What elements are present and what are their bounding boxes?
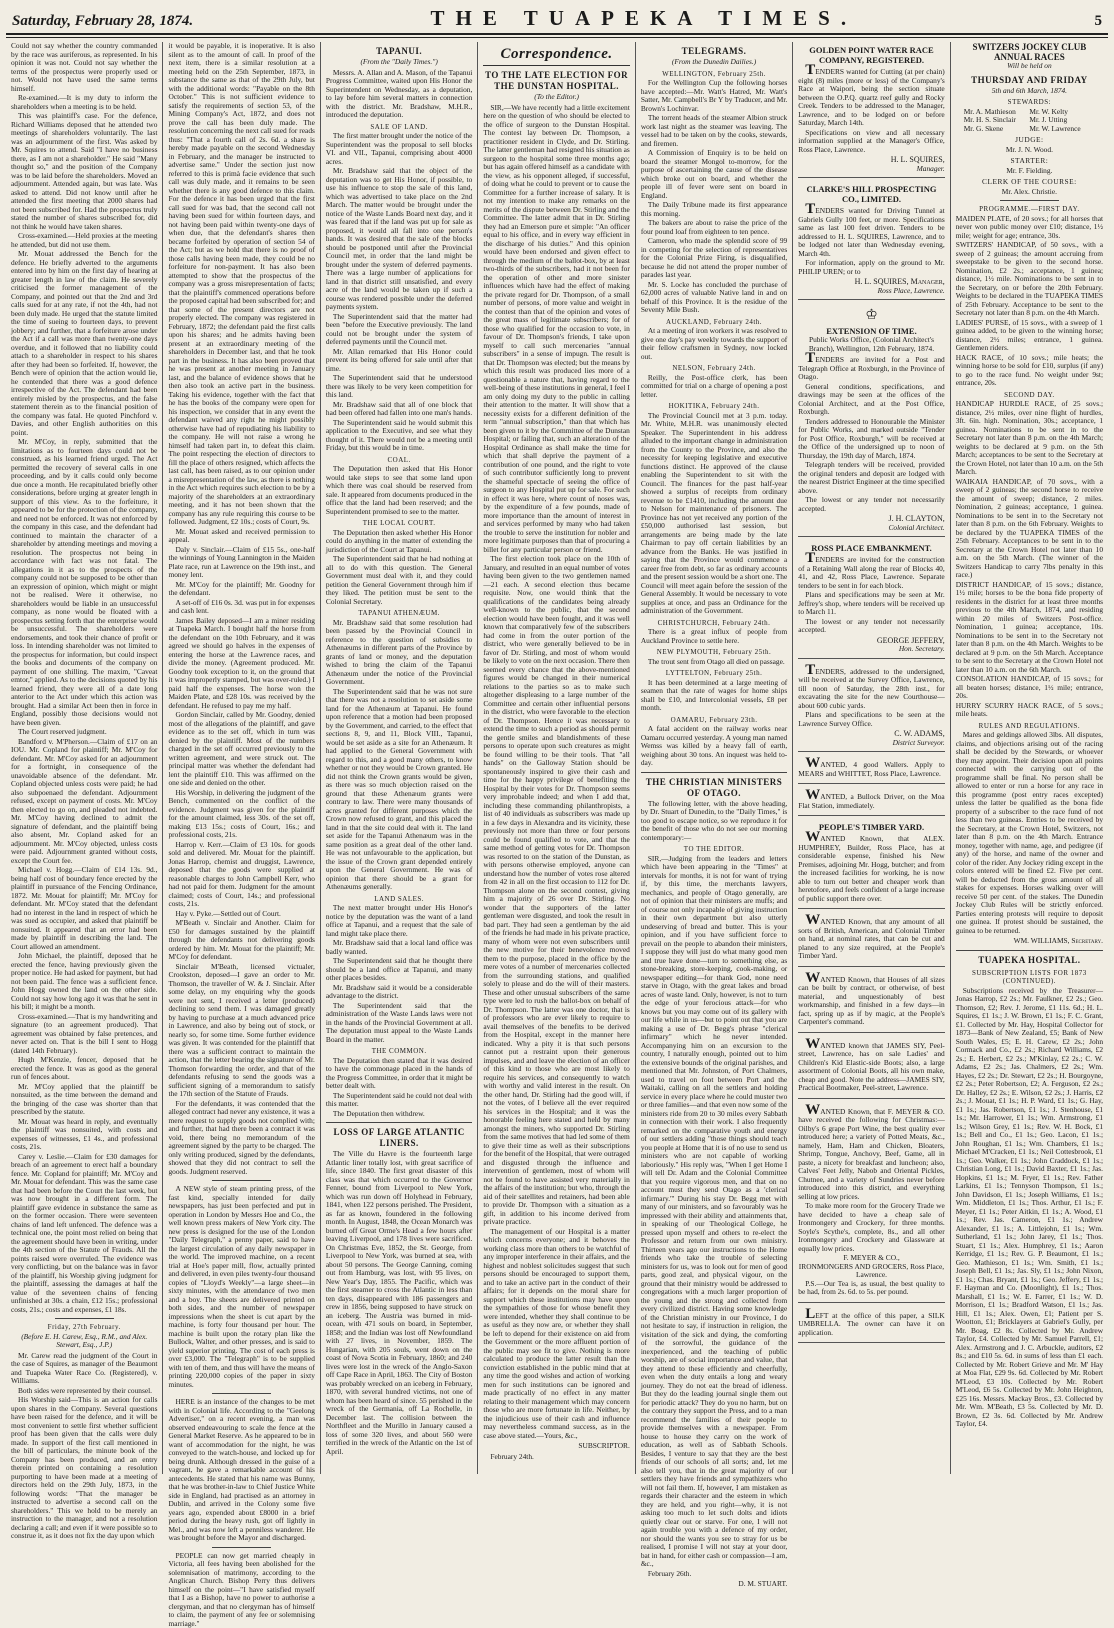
article-paragraph: The Deputation then asked whether His Honor could do anything in the matter of extending the jurisdiction of the Court at Tapanui.	[326, 529, 472, 555]
ad-body: LEFT at the office of this paper, a SILK UMBRELLA. The owner can have it on application.	[798, 1309, 944, 1338]
steward: Mr. W. Lawrence	[1029, 125, 1095, 134]
ad-title: EXTENSION OF TIME.	[798, 326, 944, 336]
ad-signatory-role: Colonial Architect.	[798, 524, 944, 533]
masthead	[6, 4, 1108, 35]
ad-signatory: H. L. SQUIRES, Manager,	[798, 278, 944, 287]
court-paragraph: Mr. M'Coy for the plaintiff; Mr. Goodny for the defendant.	[168, 581, 314, 598]
court-paragraph: Sinclair M'Beath, licensed victualer, Crookston, deposed—I gave an order to Mr. Thomson, the traveller of W. & J. Sinclair. After some delay, on my enquiring why the goods were not sent, I received a letter (produced) declining to send them. I was damaged greatly by having to purchase at a much advanced price in Lawrence, and also by being out of stock, or nearly so, for some time. Some further evidence was given. It was contended for the plaintiff that there was a sufficient contract to maintain the action, that the letter bearing the signature of Mr. Thomson forwarding the order, and that of the defendants refusing to send the goods was a sufficient signing of a memorandum to satisfy the 17th section of the Statute of Frauds.	[168, 963, 314, 1099]
ad-body: TENDERS are invited for a Post and Telegraph Office at Roxburgh, in the Province of Otago.	[798, 353, 944, 382]
court-paragraph: Mr. M'Coy, in reply, submitted that the limitations as to fourteen days could not be construed, as his learned friend urged. The Act permitted the recovery of several calls in one proceeding, and by it calls could only become due once a month. He recapitulated briefly other considerations, before urging at greater length in support of this view. As to the forfeiture, it appeared to be for the protection of the company, and need not be enforced. It was not enforced by the company in this case, and the defendant had continued to maintain the character of a shareholder by attending meetings and moving a resolution. The prospectus not being in accordance with fact was not fatal. The allegations in it as to the prospects of the company could not be supposed to be other than an expression of opinion, which might or might not be realised. Were it otherwise, no shareholders would be liable in an unsuccessful company, as none would be floated with a prospectus setting forth that the enterprise would be unsuccessful. The shareholders were endorsements, and took their chance of profit or loss. In intending shareholder was not limited to the prospectus for information, but could inspect the books and documents of the company on payment of one shilling. The maxim, "Caveat emtor," applied. As to the decisions quoted by his learned friend, they were all of a date long anterior to the Act under which this action was brought. Had a similar Act been then in force in England, possibly those decisions would not have been given.	[11, 438, 157, 727]
article-paragraph: The following letter, with the above heading, by Dr. Stuart of Dunedin, to the "Daily Times," is too good to escape notice, so we reproduce it for the benefit of those who do not see our morning contemporary:—	[641, 800, 787, 843]
subheading: THE COMMON.	[326, 1047, 472, 1056]
divider	[326, 1122, 472, 1123]
court-paragraph: Carey v. Leslie.—Claim for £30 damages for breach of an agreement to erect half a boundary fence. Mr. Copland for plaintiff; Mr. M'Coy and Mr. Mouat for defendant. This was the same case that had been before the Court the last week, but was now brought in a different form. The plaintiff gave evidence in substance the same as on the former occasion. There were seventeen chains of land left unfenced. The defence was a technical one, the point most relied on being that the agreement should have been in writing, under the 4th section of the Statute of Frauds. All the points raised were overruled. The evidence was very conflicting, but on the balance was in favor of the plaintiff, his Worship giving judgment for the plaintiff, assessing the damages at half the value of the seventeen chains of fencing unfinished at 30s. a chain, £12 15s.; professional costs, 21s.; costs and expenses, £1 18s.	[11, 1153, 157, 1315]
article-paragraph: The Superintendent said that he had nothing at all to do with this question. The General Government must deal with it, and they could petition the General Government through him if they liked. The petition must be sent to the Colonial Secretary.	[326, 555, 472, 606]
telegram-paragraph: The trout sent from Otago all died on passage.	[641, 658, 787, 667]
race-entry: CONSOLATION HANDICAP, of 15 sovs.; for all beaten horses; distance, 1½ mile; entrance, 20s.	[956, 675, 1103, 701]
ad-body: Tenders addressed to Honourable the Minister for Public Works, and marked outside "Tender for Post Office, Roxburgh," will be received at the Office of the undersigned up to noon of Thursday, the 19th day of March, 1874.	[798, 418, 944, 461]
article-paragraph: The Ville du Havre is the fourteenth large Atlantic liner totally lost, with great sacrifice of life, since 1840. The first great disaster of this class was that which occurred to the Governor Fenner, bound from Liverpool to New York, which was run down off Holyhead in February, 1841, when 122 persons perished. The President, as far as known, foundered in the following month. In August, 1848, the Ocean Monarch was burned off Great Orme's Head a few hours after leaving Liverpool, and 178 lives were sacrificed. On Christmas Eve, 1852, the St. George, from Liverpool to New York, was burned at sea, with about 50 persons. The George Canning, coming out from Hamburg, was lost, with 95 lives, on New Year's Day, 1855. The Pacific, which was the first steamer to cross the Atlantic in less than ten days, disappeared with 186 passengers and crew in 1856, being supposed to have struck on an iceberg. The Austria was burned in mid-ocean, with 471 souls on board, in September, 1858; and the Indian was lost off Newfoundland with 27 lives, in November, 1859. The Hungarian, with 205 souls, went down on the coast of Nova Scotia in February, 1860; and 240 lives were lost in the wreck of the Anglo-Saxon off Cape Race in April, 1863. The City of Boston was probably wrecked on an iceberg in February, 1870, with several hundred victims, not one of whom has been heard of since. 55 perished in the wreck of the Germania, off La Rochelle, in December last. The collision between the Northfleet and the Murillo in January caused a loss of some 320 lives, and about 560 were terrified in the wreck of the Atlantic on the 1st of April.	[326, 1150, 472, 1456]
ad-title: GOLDEN POINT WATER RACE COMPANY, REGISTERED.	[798, 45, 944, 65]
telegram-paragraph: For the Wellington Cup the following horses have accepted:—Mr. Watt's Hatred, Mr. Watt's Satter, Mr. Campbell's Br Y by Traducer, and Mr. Brown's Lochinvar.	[641, 79, 787, 113]
subscription-list: Subscriptions received by the Treasurer—Jonas Harrop, £2 2s.; Mr. Faulkner, £2 2s.; Geo. Thomson, £2; Rev. J. Jerome, £1 11s. 6d.; H. L. Squires, £1 1s.; J. W. Brown, £1 1s.; F. C. Grant, £1. Collected by Mr. Hay, Hospital Collector for 1873—Bank of New Zealand, £5; Bank of New South Wales, £5; E. H. Carew, £2 2s.; John Cormack and Co., £2 2s.; Richard Williams, £2 2s.; E. Herbert, £2 2s.; M'Kinlay, £2 2s.; C. W. Adams, £2 2s.; Jas. Chalmers, £2 2s.; Wm. Hayes, £2 2s.; Dr. Stewart, £2 2s.; H. Bourgoyne, £2 2s.; Peter Robertson, £2; A. Ferguson, £2 2s.; Dr. Halley, £2 2s.; E. Wilson, £2 2s.; J. Harris, £2 2s.; J. Mouat, £1 1s.; H. P. Ward, £1 1s.; G. Hay, £1 1s.; Jas. Robertson, £1 1s.; J. Stenhouse, £1 1s.; Mr. Harrower, £1 1s.; Wm. Armstrong, £1 1s.; Wilson Grey, £1 1s.; Rev. W. H. Bock, £1 1s.; Bell and Co., £1 1s.; Geo. Lacon, £1 1s.; John Roughan, £1 1s.; Wm. Chambers, £1 1s.; Michael M'Cracken, £1 1s.; Neil Cottesbrook, £1 1s.; Geo. Walker, £1 1s.; John Craddock, £1 1s.; Christian Long, £1 1s.; David Baxter, £1 1s.; Jas. Hopkins, £1 1s.; M. Fryer, £1 1s.; Rev. Father Larkins, £1 1s.; Tennyson Thompson, £1 1s.; John Davidson, £1 1s.; Joseph Williams, £1 1s.; Wm. Middleton, £1 1s.; Thos. Arthur, £1 1s.; F. Meyer, £1 1s.; Peter Aitkin, £1 1s.; A. Wood, £1 1s.; Rev. Jas. Cameron, £1 1s.; Andrew Alexander, £1 1s.; A. Littlejohn, £1 1s.; Wm. Sutherland, £1 1s.; John Jarey, £1 1s.; Thos. Stuart, £1 1s.; Alex. Humphrey, £1 1s.; Aaron Kerridge, £1 1s.; Rev. G. P. Beaumont, £1 1s.; Geo. Mathieson, £1 1s.; Wm. Smith, £1 1s.; Joseph Bell, £1 1s.; Jas. Sly, £1 1s.; John Nixon, £1 1s.; Chas. Bryant, £1 1s.; Geo. Jeffery, £1 1s.; F. Hayman and Co. (Moonlight), £1 1s.; Thos. Marshall, £1 1s.; W. E. Farrer, £1 1s.; W. D. Morrison, £1 1s.; Bradford Watson, £1 1s.; Jas. Hill, £1 1s.; Alex. Owen, £1; Patient per S. Wootton, £1; Bricklayers at Gabriel's Gully, per Mr. Boag, £2 8s. Collected by Mr. Andrew Taylor, £4. Collected by Mr. Samuel Parrell, £1; Alex. Armstrong and J. C. Arbuckle, auditors, £2 8s.; and £10 5s. 6d. in sums of less than £1 each. Collected by Mr. Robert Grieve and Mr. M' Hay at Moa Flat, £29 9s. 6d. Collected by Mr. Robert M'Leod, £3 10s. Collected by Mr. Robert M'Leod, £6 5s. Collected by Mr. John Heighton, £25 16s. Messrs. Mackay Bros., £3. Collected by Mr. Wm. M'Beath, £3 5s. Collected by Mr. D. Brown, £2 3s. 6d. Collected by Mr. Andrew Taylor, £4.	[956, 987, 1103, 1429]
letter-heading: TO THE LATE ELECTION FOR THE DUNSTAN HOSPITAL.	[483, 70, 629, 92]
court-paragraph: His Worship said—This is an action for calls upon shares in the Company. Several questions have been raised for the defence, and it will be most convenient to settle first whether sufficient proof has been given that the calls were duly made. In support of the first call mentioned in the bill of particulars, the minute book of the Company has been produced, and an entry therein printed on containing a resolution purporting to have been made at a meeting of directors held on the 29th July, 1873, in the following words: "That the manager be instructed to advertise a second call on the shareholders." This we hold to be merely an instruction to the manager, and not a resolution declaring a call; and even if it were possible so to construe it, as it does not fix the day upon which	[11, 1396, 157, 1541]
telegram-dateline: OAMARU, February 23th.	[641, 716, 787, 725]
section-heading: TAPANUI.	[326, 46, 472, 57]
steward: Mr. H. S. Sinclair	[964, 116, 1030, 125]
ad-body: Plans and specifications to be seen at the Lawrence Survey Office.	[798, 711, 944, 728]
court-paragraph: Michael v. Hogg.—Claim of £14 13s. 9d., being half cost of boundary fence erected by the plaintiff in pursuance of the Fencing Ordinance, 1872. Mr. Mouat for plaintiff; Mr. M'Coy for defendant. Mr. M'Coy stated that the defendant had no interest in the land in respect of which he was sued as occupier, and asked that plaintiff be nonsuited. It appeared that an error had been made by plaintiff in describing the land. The Court allowed an amendment.	[11, 866, 157, 951]
race-meeting-title: SWITZERS JOCKEY CLUB ANNUAL RACES	[956, 42, 1103, 62]
article-paragraph: The Superintendent said that he thought there should be a land office at Tapanui, and many other places besides.	[326, 957, 472, 983]
ad-body: TENDERS are invited for the construction of a Retaining Wall along the rear of Blocks 40, 41, and 42, Ross Place, Lawrence. Separate tenders to be sent in for each block.	[798, 553, 944, 590]
telegram-paragraph: A Commission of Enquiry is to be held on board the steamer Mongol to-morrow, for the purpose of ascertaining the cause of the disease which broke out on board, and whether the people ill of fever were sent on board in England.	[641, 149, 787, 200]
clerk-heading: CLERK OF THE COURSE:	[956, 178, 1103, 187]
article-paragraph: Mr. Bradshaw said that a local land office was badly wanted.	[326, 939, 472, 956]
hospital-heading: TUAPEKA HOSPITAL.	[956, 955, 1103, 966]
advertisement	[798, 42, 944, 178]
telegram-dateline: WELLINGTON, February 25th.	[641, 70, 787, 79]
ad-signatory: H. L. SQUIRES,	[798, 156, 944, 165]
ad-signatory-role: District Surveyor.	[798, 739, 944, 748]
court-paragraph: Daly v. Sinclair.—Claim of £15 5s., one-half the winnings of Young Lannington in the Maiden Plate race, run at Lawrence on the 19th inst., and money lent.	[168, 546, 314, 580]
ad-signatory: F. MEYER & CO.,	[798, 1254, 944, 1263]
divider	[1000, 200, 1059, 201]
article-paragraph: The Deputation then asked that His Honor would take steps to see that some land upon which there was coal should be reserved from sale. It appeared from documents produced in the office that the land had been reserved; and the Superintendent promised to see to the matter.	[326, 465, 472, 516]
race-entry: SWITZERS' HANDICAP, of 50 sovs., with a sweep of 2 guineas; the amount accruing from sweepstake to be given to the second horse. Nomination, £2 2s.; acceptance, 1 guinea; distance, 1½ mile. Nominations to be sent in to the Secretary, on or before the 20th February. Weights to be declared in the TUAPEKA TIMES of 25th February. Acceptance to be sent to the Secretary not later than 8 p.m. on the 4th March.	[956, 241, 1103, 318]
telegram-paragraph: The Daily Tribune made its first appearance this morning.	[641, 201, 787, 218]
article-paragraph: The Superintendent said he could not deal with this matter.	[326, 1092, 472, 1109]
race-meeting-days: THURSDAY AND FRIDAY	[956, 75, 1103, 86]
column-1	[6, 42, 163, 1474]
subheading: TAPANUI ATHENÆUM.	[326, 609, 472, 618]
ad-body: WANTED known that JAMES SIY, Peel-street, Lawrence, has on sale Ladies' and Children's Kid Elastic-side Boots; also, a large assortment of Colonial Boots, all his own make, cheap and good. Note the address—JAMES SIY, Practical Bootmaker, Peel-street, Lawrence.	[798, 1039, 944, 1093]
ad-body: WANTED Known, that F. MEYER & CO. have received the following for Christmas:—Oilby's 6 grape Port Wine, the best quality ever introduced here; a variety of Potted Meats, &c., namely, Ham, Ham and Chicken, Bloaters, Shrimp, Tongue, Anchovy, Beef, Game, all in paste, a nicety for breakfast and luncheon; also, Calves' Feet Jelly, Nabob and Oriental Pickles, Chutnee, and a variety of Sundries never before introduced into this district, and everything selling at low prices.	[798, 1105, 944, 1202]
telegram-paragraph: Mr. S. Locke has concluded the purchase of 62,000 acres of valuable Native land in and on behalf of this Province. It is the residue of the Seventy Mile Bush.	[641, 281, 787, 315]
page-number: 5	[1095, 13, 1103, 30]
ad-body: TENDERS wanted for Cutting (at per chain) eight (8) miles (more or less) of the Company's Race at Waipori, being the section situate between the O.P.Q. quartz reef gully and Rocky Creek. Tenders to be addressed to the Manager, Lawrence, and to be lodged on or before Saturday, March 14th.	[798, 65, 944, 128]
court-paragraph: Mr. Carew read the judgment of the Court in the case of Squires, as manager of the Beaumont and Tuapeka Water Race Co. (Registered), v. Williams.	[11, 1352, 157, 1386]
ad-subtitle: Public Works Office, (Colonial Architect's Branch), Wellington, 12th February, 1874.	[798, 336, 944, 353]
court-paragraph: Mr. Mouat asked and received permission to appeal.	[168, 528, 314, 545]
ad-title: CLARKE'S HILL PROSPECTING CO., LIMITED.	[798, 184, 944, 204]
stewards-heading: STEWARDS:	[956, 98, 1103, 107]
news-paragraph: HERE is an instance of the changes to be met with in Colonial life. According to the "Geelong Advertiser," on a recent evening, a man was observed endeavouring to scale the fence at the General Market Reserve. As he appeared to be in want of accommodation for the night, he was conveyed to the watch-house, and locked up for being drunk. Although dressed in the guise of a vagrant, he gave a remarkable account of his antecedents. He stated that his name was Bunny, that he was brother-in-law to Chief Justice White side in England, had practised as an attorney in Dublin, and arrived in the Colony some five years ago, expended about £8000 in a brief period during the heavy rush, got off lightly in Mel., and was now left a penniless wanderer. He was brought before the Mayor and discharged.	[168, 1398, 314, 1543]
ad-title: PEOPLE'S TIMBER YARD.	[798, 822, 944, 832]
news-paragraph: PEOPLE can now get married cheaply in Victoria, all fees having been abolished for the solemnisation of matrimony, according to the Anglican Church. Bishop Perry thus delivers himself on the point—"I have satisfied myself that I as a Bishop, have no power to authorise a clergyman, and that no clergyman has of himself to claim, the payment of any fee or solemnising marriage."	[168, 1552, 314, 1628]
ad-signatory: GEORGE JEFFERY,	[798, 637, 944, 646]
column-6	[793, 42, 950, 1474]
court-paragraph: James Bailey deposed—I am a miner residing at Tuapeka March. I bought half the horse from the defendant on the 10th February, and it was agreed we should go halves in the expenses of entering the horse at the Lawrence races, and divide the money. (Agreement produced. Mr. Goodny took exception to it, on the ground that it was improperly stamped, but was over-ruled.) I paid half the expenses. The horse won the Maiden Plate, and £28 10s. was received by the defendant. He refused to pay me my half.	[168, 617, 314, 711]
court-paragraph: Cross-examined.—That is my handwriting and signature (to an agreement produced). That agreement was obtained by false pretences, and never acted on. That is the bill I sent to Hogg (dated 14th February).	[11, 1013, 157, 1056]
court-paragraph: Mr. Mouat addressed the Bench for the defence. He briefly adverted to the arguments entered into by him on the first day of hearing at greater length in law of the claim. He severely criticised the former management of the Company, and pointed out that the 2nd and 3rd calls sued for at any rate, if not the 4th, had not been duly made. He urged that the statute limited the time of sueing to fourteen days, to prevent jobbery; and further, that a forfeiture arose under the Act if a call was more than twenty-one days overdue, and it followed that no liability could attach to a shareholder in respect to his shares after they had been so forfeited. If, however, the Bench were of opinion that the action would lie, he contended that there was a good defence irrespective of the Act. The defendant had been entirely misled by the prospectus, and the false statement therein as to the financial position of the company was fatal. He quoted Pinchford v. Davies, and other English authorities on this point.	[11, 250, 157, 437]
judge-name: Mr. J. N. Wood.	[956, 146, 1103, 155]
telegram-dateline: HOKITIKA, February 24th.	[641, 402, 787, 411]
advertisement	[798, 912, 944, 967]
ad-body: WANTED, a Bullock Driver, on the Moa Flat Station, immediately.	[798, 790, 944, 810]
rules-text: Mares and geldings allowed 3lbs. All disputes, claims, and objections arising out of the racing shall be decided by the Stewards, or whoever they may appoint. Their decision upon all points connected with the carrying out of the programme shall be final. No person shall be allowed to enter or run a horse for any race in this programme (post entry races excepted) unless the latter be qualified as the bona fide property of a subscriber to the race fund of not less than two guineas. Entries to be received by the Secretary, at the Crown Hotel, Switzers, not later than 8 p.m. on the 4th March. Entrance money, together with name, age, and pedigree (if any) of the horse, and name of the owner and color of the rider. Any Jockey riding except in the colors entered will be fined £2. Five per cent. will be deducted from the gross amount of all stakes for expenses. Horses walking over will receive 50 per cent. of the stakes. The Dunedin Jockey Club Rules will be strictly enforced. Parties entering protests will require to deposit one guinea. If protest should be sustained, the guinea to be returned.	[956, 731, 1103, 935]
article-paragraph: SIR,—Judging from the leaders and letters which have been appearing in the "Times" at intervals for months, it is not for want of trying if, by this time, the merchants lawyers, mechanics, and people of Otago generally, are not of opinion that their ministers are muffs; and of course not only incapable of giving instruction in their own department but also utterly undeserving of bread and butter. This is your opinion, and if you have sufficient force to prevail on the people to abandon their ministers, I suppose they will just do what many good men and true have done—turn to something else, as stone-breaking, store-keeping, cook-making, or newspaper editing—for thank God, none need starve in Otago, with the great lakes and broad acres of waste land. Only, however, is not to turn the edge of your ferocious attack—for who knows but you may come out of its gallery with our life while in us—but to point out that you are making a use of Dr. Begg's phrase "clerical infirmary" which he never intended. Accompanying him on an excursion to the country, I naturally enough, pointed out to him the extensive bounds of the original parishes, and mentioned that Mr. Johnston, of Port Chalmers, used to travel on foot between Port and the Waitaki, calling on all the settlers and holding service in every place where he could muster two or three families—and that even now some of the ministers ride from 20 to 30 miles every Sabbath in connection with their work. I also frequently remarked on the comparative youth and energy of our settlers adding "those things should teach you people at Home that it is of no use to send us ministers who are not capable of working laboriously." His reply was, "When I get Home I will tell Dr. Adam and the Colonial Committee that you require vigorous men, and that on no account must they send Otago as a 'clerical infirmary.'" During his stay Dr. Begg met with many of our ministers, and so favourably was he impressed with their ability and attainments that, in speaking of our Theological College, he pressed upon myself and others to re-elect the Professor and return from our own ministry. Thirteen years ago our instructions to the Home friends who take the trouble of selecting ministers for us, was to look out for men of good parts, good zeal, and physical vigour, on the ground that their ministry would be addressed to congregations with a much larger proportion of the young and the strong and collected from every civilized district. Having some knowledge of the Christian ministry in our Province, I do not hesitate to say, if instruction in religion, the visitation of the sick and dying, the comforting of the sorrowful, the guidance of the inexperienced, and the teaching of public worship, are of social importance and value, that they attend to these efficiently and cheerfully, even when the duty entails a long and weary journey. They do not eat the bread of idleness. But they do the leading journal single them out for periodic attack? They do you no harm, but on the contrary they support the Press, and to a man recommend the families of their people to provide themselves with a newspaper. From house to house they carry on the work of education, as well as of Sabbath Schools. Besides, I venture to say that they are the best friends of our schools of all sorts; and, let me also tell you, that in the great majority of our settlers they have friends and sympathizers who will not fail them. If, however, I am mistaken as regards their character and the esteem in which they are held, and you right—why, it is not asking too much to let such dolts and idiots quietly clear out or starve. For one, I will not again trouble you with a defence of my order, nor should the wants you see to stray for us be realised, I promise I will not stay at your door, bat in hand, for either cash or compassion—I am, &c.,	[641, 855, 787, 1569]
court-paragraph: This was plaintiff's case. For the defence, Richard Williams deposed that he attended two meetings of shareholders voluntarily. The last was an adjournment of the first. Was asked by Mr. Squires to attend. Said "I have no business there, as I am not a shareholder." He said "Many thought so," and the position of the Company was to be laid before the shareholders. Moved an adjournment. Attended again, but was late. Was asked to attend. Did not know until after he attended the first meeting that 2000 shares had not been subscribed for. Had the prospectus truly stated the number of shares subscribed for, did not think he would have taken shares.	[11, 112, 157, 231]
article-paragraph: The Superintendent said that the matter had been "before the Executive previously. The land could not be brought under the system of deferred payments until the Council met.	[326, 313, 472, 347]
ad-body: Plans and specifications may be seen at Mr. Jeffrey's shop, where tenders will be received up to March 11.	[798, 591, 944, 617]
clerk-name: Mr. Alex. Christie.	[956, 188, 1103, 197]
steward: Mr. G. Skene	[964, 125, 1030, 134]
column-3	[321, 42, 478, 1474]
court-paragraph: Both sides were represented by their counsel.	[11, 1387, 157, 1396]
court-paragraph: His Worship, in delivering the judgment of the Bench, commented on the conflict of the evidence. Judgment was given for the plaintiff for the amount claimed, less 30s. of the set off, making £13 15s.; costs of Court, 16s.; and professional costs, 21s.	[168, 789, 314, 840]
court-bench: (Before E. H. Carew, Esq., R.M., and Alex. Stewart, Esq., J.P.)	[11, 1333, 157, 1350]
divider	[956, 950, 1103, 951]
letter-signature: D. M. STUART.	[641, 1580, 787, 1589]
columns	[6, 42, 1108, 1478]
court-paragraph: Could not say whether the country commanded by the race was auriferous, as represented. In his opinion it was not. Could not say whether the terms of the prospectus were properly used or not. Would not have used the same terms himself.	[11, 42, 157, 93]
letter-addressee: (To the Editor.)	[483, 93, 629, 102]
article-paragraph: The Deputation then withdrew.	[326, 1110, 472, 1119]
stewards-list	[956, 108, 1103, 134]
telegram-paragraph: At a meeting of iron workers it was resolved to give one day's pay weekly towards the support of their fellow craftsmen in Sydney, now locked out.	[641, 327, 787, 361]
programme-heading: SECOND DAY.	[956, 391, 1103, 400]
court-paragraph: Gordon Sinclair, called by Mr. Goodny, denied most of the allegations of the plaintiff, and gave evidence as to the set off, which in turn was denied by the plaintiff. Most of the numbers charged in the set off occurred previously to the written agreement, and were struck out. The principal matter was whether the defendant had lent the plaintiff £10. This was affirmed on the one side and denied on the other.	[168, 711, 314, 788]
programme-heading: PROGRAMME.—FIRST DAY.	[956, 205, 1103, 214]
advertisement	[798, 303, 944, 537]
court-paragraph: John Michael, the plaintiff, deposed that he erected the fence, having previously given the proper notice. He had asked for payment, but had not been paid. The fence was a sufficient fence. John Hogg owned the land on the other side. Could not say how long ago it was that he sent in his bill; it might be a month.	[11, 952, 157, 1012]
article-paragraph: The Deputation then stated that it was desired to have the commonage placed in the hands of the Progress Committee, in order that it might be better dealt with.	[326, 1057, 472, 1091]
telegram-dateline: LYTTELTON, February 25th.	[641, 669, 787, 678]
divider	[212, 1180, 271, 1181]
court-paragraph: Mr. M'Coy applied that the plaintiff be nonsuited, as the time between the demand and the bringing of the case was shorter than that prescribed by the statute.	[11, 1083, 157, 1117]
judge-heading: JUDGE:	[956, 136, 1103, 145]
secretary-signature: WM. WILLIAMS, Secretary.	[956, 937, 1103, 946]
telegram-paragraph: It has been determined at a large meeting of seamen that the rate of wages for home ships shall be £10, and Intercolonial vessels, £8 per month.	[641, 679, 787, 713]
court-paragraph: Bandford v. M'Pherson.—Claim of £17 on an IOU. Mr. Copland for plaintiff; Mr. M'Coy for defendant. Mr. M'Coy asked for an adjournment for a fortnight, in consequence of the unavoidable absence of the defendant. Mr. Copland objected unless costs were paid; he had also subpoenaed the defendant. Adjournment refused, except on payment of costs. Mr. M'Coy then elected to go on, and pleaded not indebted. Mr. M'Coy having declined to admit the signature of defendant, and the plaintiff being also absent, Mr. Copland asked for an adjournment. Mr. M'Coy objected, unless costs were paid. Adjournment granted without costs, except the Court fee.	[11, 738, 157, 866]
ad-signatory-role: Ross Place, Lawrence.	[798, 287, 944, 296]
article-paragraph: The next matter brought under His Honor's notice by the deputation was the want of a land office at Tapanui, and a request that the sale of land might take place there.	[326, 904, 472, 938]
advertisement	[798, 540, 944, 659]
court-paragraph: Re-examined.—It is my duty to inform the shareholders when a meeting is to be held.	[11, 94, 157, 111]
article-heading: LOSS OF LARGE ATLANTIC LINERS.	[326, 1127, 472, 1149]
issue-date: Saturday, February 28, 1874.	[12, 13, 193, 30]
race-entry: HANDICAP HURDLE RACE, of 25 sovs.; distance, 2½ miles, over nine flight of hurdles, 3ft. 6in. high. Nomination, 30s.; acceptance, 1 guinea. Nominations to be sent in to the Secretary not later than 8 p.m. on the 4th March; weights to be declared at 9 p.m. on the 5th March; acceptances to be sent to the Secretary at the Crown Hotel, not later than 10 a.m. on the 5th March.	[956, 400, 1103, 477]
telegram-paragraph: Reilly, the Post-office clerk, has been committed for trial on a charge of opening a post letter.	[641, 374, 787, 400]
letter-paragraph: The first election took place on the 10th of January, and resulted in an equal number of votes having been given to the two gentlemen named—21 each. A second election thus became requisite. Now, one would think that the qualifications of the candidates being already well-known to the public, that the second election would have been fought, and it was well known that comparatively few of the subscribers had come in from the outer portion of the district, who were generally believed to be in favor of Dr. Stirling, and most of whom would be likely to vote on the next occasion. There then seemed every chance that the above-mentioned figures would be changed in their numerical relations to the parties so as to make such altogether displeasing to a large number of the Committee and certain other influential persons in the district, who were favorable to the election of Dr. Thompson. Hence it was necessary to extend the time to such a period as should permit the gentle smiles and blandishments of these persons to operate upon such creatures as might be found willing to be their tools. That "all hands" on the Galloway Station should be spontaneously inspired to give their cash and time for the happy privilege of benefiting the Hospital by their votes for Dr. Thompson seems very improbable indeed; and when I add that, including these commanding philanthropists, a list of 40 individuals as subscribers was made up in a few days in Alexandra and its vicinity, these previously not more than three or four persons could be found qualified to vote, and that the same method of getting votes for Dr. Thompson was resorted to on the station of the Dunstan, as with persons otherwise employed, anyone can understand how the number of votes rose altered from 42 in all on the first occasion to 112 for Dr. Thompson alone on the second contest, giving him a majority of 26 over Dr. Stirling. No wonder that the supporters of the latter gentleman were disgusted, and took the result in bad part. They had seen a gentleman by the aid of the friends he had made in his private practice, many of whom were not even subscribers until the new motive for their benevolence moved them to the purpose, placed in the office by the mere votes of a number of mercenaries collected from the surrounding stations, and qualified solely to please and do the will of their masters. These and other unusual subscribers of the same type were led to rush the ballot-box on behalf of Dr. Thompson. The latter was one doctor, that is of professors who are ever likely to require to avail themselves of the benefits to be derived from the Hospital, except in the manner here indicated. Why a pity it is that such persons cannot put a restraint upon their generous impulses, and and leave the election of an officer of this kind to those who are most likely to require his services, and consequently to watch with worthy and valid interest in the result. On the other hand, Dr. Stirling had the good will, if not the votes, of I believe all the ever required his services in the Hospital; and it was the honorable feeling here stated and held by many amongst the miners, who supported Dr. Stirling from the same motives that had led some of them to give their time as well as their subscriptions for the benefit of the Hospital, that were outraged and disgusted through the influence and intervention of gentlemen, most of whom will not be found to have assisted very materially in the affairs of the institution; but who, through the aid of their satellites and retainers, had been able to provide Dr. Thompson with a situation as a gift, in addition to his income derived from private practice.	[483, 555, 629, 1227]
divider	[55, 1318, 114, 1319]
advertisement	[798, 970, 944, 1033]
telegram-paragraph: There is a great influx of people from Auckland Province to settle here.	[641, 628, 787, 645]
column-7	[951, 42, 1108, 1474]
article-paragraph: Mr. Allan remarked that His Honor could prevent its being offered for sale until after that time.	[326, 348, 472, 374]
divider	[212, 1393, 271, 1394]
race-meeting-dates: 5th and 6th March, 1874.	[956, 87, 1103, 96]
telegram-dateline: CHRISTCHURCH, February 24th.	[641, 619, 787, 628]
advertisement	[798, 181, 944, 300]
ad-body: The lowest or any tender not necessarily accepted.	[798, 496, 944, 513]
letter-addressee: TO THE EDITOR.	[641, 845, 787, 854]
race-entry: HURRY SCURRY HACK RACE, of 5 sovs.; mile heats.	[956, 702, 1103, 719]
rules-heading: RULES AND REGULATIONS.	[956, 722, 1103, 731]
starter-name: Mr. F. Fielding.	[956, 167, 1103, 176]
subheading: COAL.	[326, 456, 472, 465]
advertisement	[798, 1102, 944, 1303]
article-paragraph: The Superintendent said that he was not sure that there was not a resolution to set aside some land for the Athenæum at Tapanui. He found upon reference that a motion had been proposed by the Government, and carried, to the effect that sections 8, 9, and 11, Block VIII., Tapanui, would be set aside as a site for an Athenæum. It had applied to the General Government with regard to this, and a good many others, to know whether or not they would be Crown granted. He did not think the Crown grants would be given, as there was so much objection raised on the ground that these Athenæum grants were contrary to law. There were many thousands of acres granted for different purposes which the Crown now refused to grant, and this placed the land in that the site could deal with it. The land set aside for the Tapanui Athenæum was in the same position as a great deal of the other land. He was not unfavourable to the application, but the issue of the Crown grant depended entirely upon the General Government. He was of opinion that there should be a grant for Athenæums generally.	[326, 688, 472, 892]
court-paragraph: it would be payable, it is inoperative. It is also silent as to the amount of call. In proof of the next item, there is a similar resolution at a meeting held on the 25th September, 1873, in substance the same as that of the 29th July, but with the additional words: "Payable on the 8th October." This is not sufficient evidence to satisfy the requirements of section 53, of the Mining Company's Act, 1872, and does not prove the call has been duly made. The resolution concerning the next call sued for reads thus: "That a fourth call of 2s. 6d. a share is hereby made payable on the second Wednesday in February, and the manager be instructed to advertise same." Under the section just now referred to this is primà facie evidence that such call was duly made, and it remains to be seen whether there is any good defence to this claim. For the defence it has been urged that the first call sued for was bad, that the second call not having been sued for within fourteen days, and not having been paid within twenty-one days of when due, that the defendant's shares then became forfeited by operation of section 54 of the Act; but as we hold that there is no proof of those calls having been made, they could be no forfeiture for non-payment. It has also been attempted to show that the prospectus of the company was a gross misrepresentation of facts; that the plaintiff's commenced operations before the proposed capital had been subscribed for; and that some of the present directors are not properly elected. The company was registered in February, 1872; the defendant paid the first calls upon his shares; and he admits having been present at an extraordinary meeting of the shareholders in December last, and that he took part in the business. It has also been proved that he was present at another meeting in January last, and the balance of evidence shows that he then also took an active part in the business. Taking his evidence, together with the fact that he has the books of the company were open for his inspection, we consider that in any event the defendant waived any right he might possibly otherwise have had of repudiating his liability to the company. He will not raise a wrong he himself had taken part in, to defeat this claim. The point respecting the election of directors to fill the place of others resigned, which affects the last call, has been raised, as to our opinion under a misrepresentation of the law, as there is nothing in the Act which requires such election to be by a majority of the shareholders at an extraordinary meeting, and it has not been shown that the company has any rule requiring this course to be followed. Judgment, £2 10s.; costs of Court, 9s.	[168, 42, 314, 527]
ad-signatory: J. H. CLAYTON,	[798, 515, 944, 524]
telegram-paragraph: The torrent heads of the steamer Albion struck work last night as the steamer was leaving. The vessel had to be taken on by the cooks, stewards, and firemen.	[641, 114, 787, 148]
race-meeting-subtitle: Will be held on	[956, 62, 1103, 71]
officials	[956, 136, 1103, 196]
article-paragraph: Mr. Bradshaw said that all of one block that had been offered had fallen into one man's hands.	[326, 401, 472, 418]
hospital-subheading: SUBSCRIPTION LISTS FOR 1873 (CONTINUED).	[956, 969, 1103, 986]
court-paragraph: Hay v. Pyke.—Settled out of Court.	[168, 910, 314, 919]
race-entry: MAIDEN PLATE, of 20 sovs.; for all horses that never won public money over £10; distance, 1½ mile; weight for age; entrance, 30s.	[956, 215, 1103, 241]
starter-heading: STARTER:	[956, 157, 1103, 166]
ad-signatory-role: Hon. Secretary.	[798, 645, 944, 654]
court-paragraph: Mr. Mouat was heard in reply, and eventually the plaintiff was nonsuited, with costs and expenses of witnesses, £1 4s., and professional costs, 21s.	[11, 1118, 157, 1152]
ad-body: TENDERS, addressed to the undersigned, will be received at the Survey Office, Lawrence, till noon of Saturday, the 28th inst., for excavating the site for the new Courthouse—about 600 cubic yards.	[798, 665, 944, 711]
ad-body: WANTED, 4 good Wallers. Apply to MEARS and WHITTET, Ross Place, Lawrence.	[798, 758, 944, 778]
ad-body: WANTED Known, that any amount of all sorts of British, American, and Colonial Timber on hand, at nominal rates, that can be cut and planed to any size required, at the People's Timber Yard.	[798, 915, 944, 961]
race-entry: WAIKAIA HANDICAP, of 70 sovs., with a sweep of 2 guineas; the second horse to receive the amount of sweep; distance, 2 miles. Nomination, 2 guineas; acceptance, 1 guinea. Nominations to be sent in to the Secretary not later than 8 p.m. on the 6th February. Weights to be declared by the TUAPEKA TIMES of the 25th February. Acceptances to be sent in to the Secretary at the Crown Hotel not later than 10 a.m. on the 5th March. (The winner of the Switzers Handicap to carry 7lbs penalty in this race.)	[956, 478, 1103, 580]
ad-signatory: C. W. ADAMS,	[798, 730, 944, 739]
advertisement	[798, 787, 944, 816]
letter-paragraph: The management of our Hospital is a matter which concerns everyone; and it behoves the working class more than others to be watchful of any improper interference in their affairs, and the highest and noblest solicitudes suggest that such persons should be encouraged to support them, and to take an active part in the conduct of their affairs; for it depends on the moral share for support which these institutions may have upon the sympathies of those for whose benefit they were intended, whether they shall continue to be as useful as they now are, or whether they shall be left to depend for their existence on aid from the Government or the more affluent portion of the public may see fit to give. Nothing is more calculated to produce the latter result than the conviction established in the public mind that at any time the good wishes and action of working men for such institutions can be ignored and made practically of no effect in any matter relating to their management which may concern those who are more fortunate in life. Neither, by the injudicious use of their cash and influence may nevertheless command success, as in the case above stated.—Yours, &c.,	[483, 1228, 629, 1441]
ad-body: Specifications on view and all necessary information supplied at the Manager's Office, Ross Place, Lawrence.	[798, 129, 944, 155]
ad-body: To make more room for the Grocery Trade we have decided to have a cheap sale of Ironmongery and Crockery, for three months. Soyle's Scythe's, complete, 8s., and all other Ironmongery and Crockery and Glassware at equally low prices.	[798, 1202, 944, 1253]
article-paragraph: Mr. Bradshaw said that the object of the deputation was to get His Honor, if possible, to use his influence to stop the sale of this land, which was advertised to take place on the 2nd March. The matter would be brought under the notice of the Waste Lands Board next day, and it was feared that if the land was put up for sale as proposed, it would all fall into one person's hands. It was desired that the sale of the blocks should be postponed until after the Provincial Council met, in order that the land might be brought under the system of deferred payments. There was a large number of applications for land in that district still unsatisfied, and every acre of the land would be taken up if such a course was rendered possible under the deferred payments system.	[326, 167, 472, 312]
telegram-paragraph: Cameron, who made the splendid score of 99 in competing for the selection of representatives for the Colonial Prize Firing, is disqualified, because he did not attend the proper number of parades last year.	[641, 237, 787, 280]
steward: Mr. A. Mathieson	[964, 108, 1030, 117]
race-entry: DISTRICT HANDICAP, of 15 sovs.; distance, 1½ mile; horses to be the bona fide property of residents in the district for at least three months previous to the 4th March, 1874, and residing within 20 miles of Switzers Post-office. Nomination, 1 guinea; acceptance, 10s. Nominations to be sent in to the Secretary not later than 8 p.m. on the 4th March. Weights to be declared at 9 p.m. on the 5th March. Acceptance to be sent to the Secretary at the Crown Hotel not later than 10 a.m. on the 6th March.	[956, 581, 1103, 675]
court-paragraph: The Court reserved judgment.	[11, 728, 157, 737]
article-paragraph: The Superintendent said he would submit this application to the Executive, and see what they thought of it. There would not be a meeting until Friday, but this would be in time.	[326, 419, 472, 453]
ad-body: WANTED Known, that ALEX. HUMPHREY, Builder, Ross Place, has at considerable expense, finished his New Premises, adjoining Mr. Hogg, butcher; and from the increased facilities for working, he is now able to turn out better and cheaper work than heretofore, and feels confident of a large increase of public support there over.	[798, 832, 944, 903]
letter-date: February 24th.	[483, 1453, 629, 1462]
telegram-paragraph: A fatal accident on the railway works near Oamaru occurred yesterday. A young man named Wemss was killed by a heavy fall of earth, weighing about 30 tons. An inquest was held to-day.	[641, 725, 787, 768]
telegram-dateline: NELSON, February 24th.	[641, 364, 787, 373]
letter-date: February 26th.	[641, 1570, 787, 1579]
ad-body: General conditions, specifications, and drawings may be seen at the offices of the Colonial Architect, and at the Post Office, Roxburgh.	[798, 383, 944, 417]
column-2	[163, 42, 320, 1474]
letter-signature: SUBSCRIPTOR.	[483, 1442, 629, 1451]
advertisement	[798, 755, 944, 784]
subheading: SALE OF LAND.	[326, 123, 472, 132]
column-5	[636, 42, 793, 1474]
advertisement	[798, 1306, 944, 1344]
news-paragraph: A NEW style of steam printing press, of the fast kind, specially intended for daily newspapers, has just been perfected and put in operation in London by Messrs Hoe and Co., the well known press makers of New York city. The new press is designed for the use of the London "Daily Telegraph," a penny paper, said to have the largest circulation of any daily newspaper in the world. The improved machine, on a recent trial at Hoe's paper mill, flow, actually printed and delivered, in even piles twenty-four thousand copies of "Lloyd's Weekly"—a large sheet—in sixty minutes, with the attendance of two men and a boy. The sheets are delivered printed on both sides, and the number of newspaper impressions when the sheet is cut apart by the machine, is forty four thousand per hour. The machine is built upon the rotary plan like the Bullock, Walter, and other presses, and is said to yield superior printing. The cost of each press is over £3,000. The "Telegraph" is to be supplied with ten of them, and thus will have the means of printing 220,000 copies of the paper in sixty minutes.	[168, 1185, 314, 1389]
article-paragraph: Mr. Bradshaw said it would be a considerable advantage to the district.	[326, 984, 472, 1001]
steward: Mr. W. Kelty	[1029, 108, 1095, 117]
letter-paragraph: SIR,—We have recently had a little excitement here on the question of who should be elected to the office of surgeon to the Dunstan Hospital. The contest lay between Dr. Thompson, a practitioner resident in Clyde, and Dr. Stirling. The latter gentleman had resigned his situation as surgeon to the hospital some three months ago; but has again offered himself as a candidate with the view, as his opponent alleged, if successful, of doing what he could to prevent or to cause the Committee for a further increase of salary. It is not my intention to make any remarks on the merits of the dispute between Dr. Stirling and the Committee. The latter admit that in Dr. Stirling they had an Emerson pure et simple: "An officer equal to his office, and in every way efficient in the discharge of his duties." And this opinion would have been endorsed and given effect to through the medium of the ballot-box, by at least two-thirds of the subscribers, had it not been for the operation of other and more sinister influences which have had the effect of making the private regard for Dr. Thompson, of a small number of persons, of more value and weight in the contest than that of the opinion and votes of the great mass of legitimate subscribers; for of those who qualified for the occasion to vote, in favour of Dr. Thompson's friends, I take upon myself to call such mercenaries "annual subscribers" in a sense of impugn. The result is that Dr. Thompson was elected; but the means by which this result was produced lies more of a questionable a nature that, having regard to the well-being of these institutions in general, I feel I am only doing my duty to the public in calling their attention to the matter. It will show that a necessity exists for a different definition of the term "annual subscription," than that which has been given to it by the Committee of the Dunstan Hospital; or failing that, such an alteration of the Hospital Ordinance as shall make the time for which that shall deprive the payment of a contribution of one pound, and the right to vote of such contributor sufficiently long to prevent the shameful spectacle of seeing the office of surgeon to any Hospital put up for sale. For such in effect it was here, where count of noses was, by the expenditure of a few pounds, made of more importance than the amount of interest in and services performed by many who had taken the trouble to serve the institution for nobler and more legitimate purposes than that of procuring a billet for any particular person or friend.	[483, 104, 629, 555]
steward: Mr. J. Utting	[1029, 116, 1095, 125]
court-paragraph: Harrop v. Kerr.—Claim of £3 10s. for goods sold and delivered. Mr. Mouat for the plaintiff. Jonas Harrop, chemist and druggist, Lawrence, deposed that the goods were supplied at reasonable charges to John Campbell Kerr, who had not paid for them. Judgment for the amount claimed; costs of Court, 14s.; and professional costs, 21s.	[168, 841, 314, 909]
race-entry: LADIES' PURSE, of 15 sovs., with a sweep of 1 guinea added, to be given to the winning horse; distance, 2½ miles; entrance, 1 guinea. Gentlemen riders.	[956, 319, 1103, 353]
telegram-dateline: NEW PLYMOUTH, February 25th.	[641, 648, 787, 657]
section-heading: TELEGRAMS.	[641, 46, 787, 57]
court-paragraph: Cross-examined.—Held proxies at the meeting he attended, but did not use them.	[11, 232, 157, 249]
court-paragraph: M'Beath v. Sinclair and Another. Claim for £50 for damages sustained by the plaintiff through the defendants not delivering goods ordered by him. Mr. Mouat for the plaintiff; Mr. M'Coy for defendant.	[168, 919, 314, 962]
column-4	[478, 42, 635, 1474]
subheading: THE LOCAL COURT.	[326, 519, 472, 528]
advertisement	[798, 1036, 944, 1099]
court-dateline: Friday, 27th February.	[11, 1323, 157, 1332]
ad-body: WANTED Known, that Houses of all sizes can be built by contract, or otherwise, of best material, and unquestionably of best workmanship, and finished in a few days—in fact, spring up as if by magic, at the People's Carpenter's command.	[798, 973, 944, 1027]
court-paragraph: A set-off of £16 0s. 3d. was put in for expenses and cash lent.	[168, 599, 314, 616]
subheading: LAND SALES.	[326, 895, 472, 904]
ad-signatory-role: IRONMONGERS AND GROCERS, Ross Place, Lawrence.	[798, 1263, 944, 1280]
section-heading: Correspondence.	[483, 46, 629, 66]
article-paragraph: The Superintendent said that the administration of the Waste Lands laws were not in the hands of the Provincial Government at all. The deputation must appeal to the Waste Lands Board in the matter.	[326, 1002, 472, 1045]
ad-body: P.S.—Our Tea is, as usual, the best quality to be had, from 2s. 6d. to 5s. per pound.	[798, 1280, 944, 1297]
masthead-rule	[6, 37, 1108, 38]
newspaper-title: THE TUAPEKA TIMES.	[431, 6, 858, 31]
telegram-dateline: AUCKLAND, February 24th.	[641, 318, 787, 327]
court-paragraph: For the defendants, it was contended that the alleged contract had never any existence, it was a mere request to supply goods not complied with; and further, that had there been a contract it was void, there being no memorandum of the agreement signed by the party to be charged. The only writing produced, signed by the defendants, showed that they did not contract to sell the goods. Judgment reserved.	[168, 1100, 314, 1177]
ad-title: ROSS PLACE EMBANKMENT.	[798, 543, 944, 553]
ad-body: Telegraph tenders will be received, provided the original tenders and deposit are lodged with the nearest District Engineer at the time specified above.	[798, 461, 944, 495]
divider	[212, 1547, 271, 1548]
section-source: (From the Dunedin Dailies.)	[641, 58, 787, 67]
royal-crest-icon: ♔	[798, 308, 944, 324]
article-paragraph: The first matter brought under the notice of the Superintendent was the proposal to sell blocks VI. and VII., Tapanui, comprising about 4000 acres.	[326, 132, 472, 166]
article-paragraph: Mr. Bradshaw said that some resolution had been passed by the Provincial Council in reference to the question of subsidies to Athenæums in different parts of the Province by grants of land or money, and the deputation wished to bring the claim of the Tapanui Athenæum under the notice of the Provincial Government.	[326, 619, 472, 687]
section-source: (From the "Daily Times.")	[326, 58, 472, 67]
article-paragraph: Messrs. A. Allan and A. Mason, of the Tapanui Progress Committee, waited upon His Honor the Superintendent on Wednesday, as a deputation, to lay before him several matters in connection with the district. Mr. Bradshaw, M.H.R., introduced the deputation.	[326, 69, 472, 120]
article-paragraph: The Superintendent said that he understood there was likely to be very keen competition for this land.	[326, 374, 472, 400]
telegram-paragraph: The bakers are about to raise the price of the four pound loaf from eighteen to ten pence.	[641, 219, 787, 236]
ad-body: For information, apply on the ground to Mr. PHILIP UREN; or to	[798, 259, 944, 276]
race-entry: HACK RACE, of 10 sovs.; mile heats; the winning horse to be sold for £10, surplus (if any) to go to the race fund. No weight under 9st; entrance, 20s.	[956, 354, 1103, 388]
ad-body: The lowest or any tender not necessarily accepted.	[798, 618, 944, 635]
ad-body: TENDERS wanted for Driving Tunnel at Gabriels Gully 100 feet, or more. Specifications same as last 100 feet driven. Tenders to be addressed to H. L. SQUIRES, Lawrence, and to be lodged not later than Wednesday evening, March 4th.	[798, 204, 944, 258]
article-heading: THE CHRISTIAN MINISTERS OF OTAGO.	[641, 777, 787, 799]
divider	[641, 772, 787, 773]
court-paragraph: Hugh M'Kenzie, fencer, deposed that he erected the fence. It was as good as the general run of fences about.	[11, 1056, 157, 1082]
telegram-paragraph: The Provincial Council met at 3 p.m. today. Mr. White, M.H.R. was unanimously elected Speaker. The Superintendent in his address alluded to the important change in administration from the County to the Province, and also the necessity for keeping legislative and executive functions distinct. He approved of the clause enabling the Superintendent to sit with the Council. The finances for the past half-year showed a surplus of receipts from ordinary revenue to be £1410, including the amount due to Nelson for maintenance of prisoners. The Province has not yet received any portion of the £50,000 authorised last session, but arrangements are being made by the late Chairman to pay off certain liabilities by an advance from the Banks. He was justified in saying that the Province would commence a career free from debt, so far as ordinary accounts and the present session would be a short one. The Council will meet again before the session of the General Assembly. It would be necessary to vote supplies at once, and pass an Ordinance for the administration of the Government.	[641, 412, 787, 616]
advertisement	[798, 662, 944, 753]
ad-signatory-role: Manager.	[798, 165, 944, 174]
advertisement	[798, 819, 944, 909]
